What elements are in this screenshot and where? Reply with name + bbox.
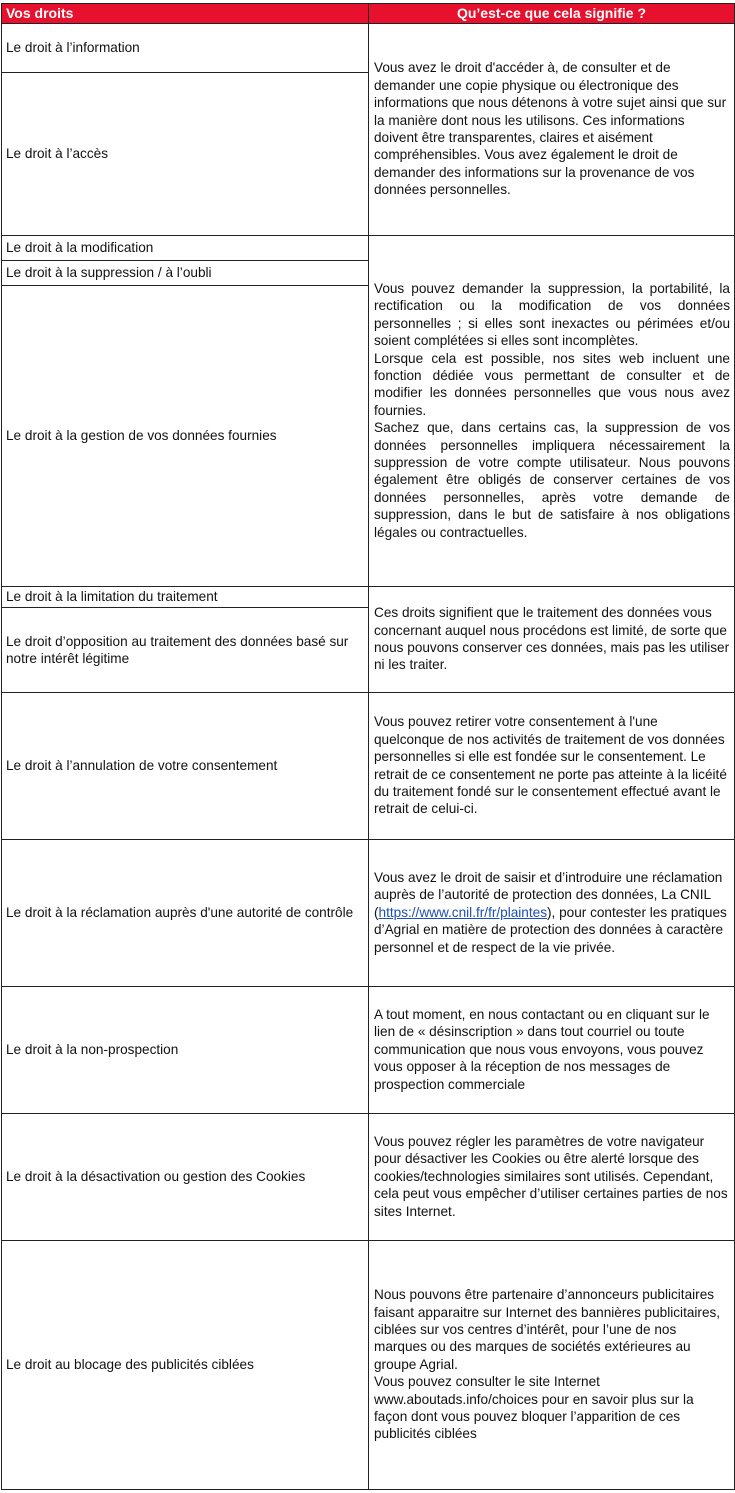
table-row (2, 1241, 735, 1490)
table-row (2, 236, 735, 261)
rights-table (1, 3, 735, 1490)
desc-modification (369, 236, 735, 587)
header-meaning: Qu’est-ce que cela signifie ? (369, 4, 735, 24)
right-ad-blocking: Le droit au blocage des publicités ciblées (2, 1241, 369, 1490)
right-consent-withdrawal: Le droit à l’annulation de votre consentement (2, 693, 369, 840)
right-opposition: Le droit d’opposition au traitement des données basé sur notre intérêt légitime (2, 608, 369, 693)
desc-limitation: Ces droits signifient que le traitement des données vous concernant auquel nous procédons est limité, de sorte que nous pouvons conserver ces données, mais pas les utiliser ni les traiter. (369, 587, 735, 693)
desc-modification-p2: Lorsque cela est possible, nos sites web incluent une fonction dédiée vous permettant de consulter et de modifier les données personnelles que vous nous avez fournies. (374, 350, 730, 418)
right-access: Le droit à l’accès (2, 73, 369, 236)
cnil-link[interactable]: https://www.cnil.fr/fr/plaintes (378, 904, 547, 920)
table-header-row (2, 4, 735, 24)
desc-complaint-text-1: Vous avez le droit de saisir et d’introduire une réclamation auprès de l’autorité de protection des données, La CNIL ( (374, 870, 723, 920)
right-complaint: Le droit à la réclamation auprès d'une autorité de contrôle (2, 840, 369, 987)
table-row (2, 587, 735, 608)
desc-information-access: Vous avez le droit d'accéder à, de consulter et de demander une copie physique ou électronique des informations que nous détenons à votre sujet ainsi que sur la manière dont nous les utilisons. Ces informations doivent être transparentes, claires et aisément compréhensibles. Vous avez également le droit de demander des informations sur la provenance de vos données personnelles. (369, 24, 735, 236)
table-row (2, 1114, 735, 1241)
desc-consent-withdrawal: Vous pouvez retirer votre consentement à l'une quelconque de nos activités de traitement de vos données personnelles si elle est fondée sur le consentement. Le retrait de ce consentement ne porte pas atteinte à la licéité du traitement fondé sur le consentement effectué avant le retrait de celui-ci. (369, 693, 735, 840)
header-rights: Vos droits (2, 4, 369, 24)
desc-non-prospecting: A tout moment, en nous contactant ou en cliquant sur le lien de « désinscription » dans tout courriel ou toute communication que nous vous envoyons, vous pouvez vous opposer à la réception de nos messages de prospection commerciale (369, 987, 735, 1114)
right-limitation: Le droit à la limitation du traitement (2, 587, 369, 608)
desc-modification-p1: Vous pouvez demander la suppression, la portabilité, la rectification ou la modification de vos données personnelles ; si elles sont inexactes ou périmées et/ou soient complétées si elles sont incomplètes. (374, 281, 730, 349)
table-row (2, 693, 735, 840)
right-data-management: Le droit à la gestion de vos données fournies (2, 286, 369, 587)
table-row (2, 24, 735, 73)
right-non-prospecting: Le droit à la non-prospection (2, 987, 369, 1114)
right-deletion: Le droit à la suppression / à l’oubli (2, 261, 369, 286)
desc-ad-blocking (369, 1241, 735, 1490)
table-row (2, 987, 735, 1114)
desc-cookies: Vous pouvez régler les paramètres de votre navigateur pour désactiver les Cookies ou être alerté lorsque des cookies/technologies similaires sont utilisés. Cependant, cela peut vous empêcher d’utiliser certaines parties de nos sites Internet. (369, 1114, 735, 1241)
table-row (2, 840, 735, 987)
desc-modification-p3: Sachez que, dans certains cas, la suppression de vos données personnelles impliquera nécessairement la suppression de votre compte utilisateur. Nous pouvons également être obligés de conserver certaines de vos données personnelles, après votre demande de suppression, dans le but de satisfaire à nos obligations légales ou contractuelles. (374, 420, 730, 540)
desc-complaint (369, 840, 735, 987)
right-information: Le droit à l’information (2, 24, 369, 73)
desc-complaint-text-2: ), pour contester les pratiques d’Agrial en matière de protection des données à caractère personnel et de respect de la vie privée. (374, 904, 727, 955)
right-cookies: Le droit à la désactivation ou gestion des Cookies (2, 1114, 369, 1241)
right-modification: Le droit à la modification (2, 236, 369, 261)
desc-ad-blocking-p1: Nous pouvons être partenaire d’annonceurs publicitaires faisant apparaitre sur Internet des bannières publicitaires, ciblées sur vos centres d’intérêt, pour l’une de nos marques ou des marques de sociétés extérieures au groupe Agrial. (374, 1287, 721, 1372)
desc-ad-blocking-p2: Vous pouvez consulter le site Internet www.aboutads.info/choices pour en savoir plus sur la façon dont vous pouvez bloquer l’apparition de ces publicités ciblées (374, 1374, 694, 1442)
